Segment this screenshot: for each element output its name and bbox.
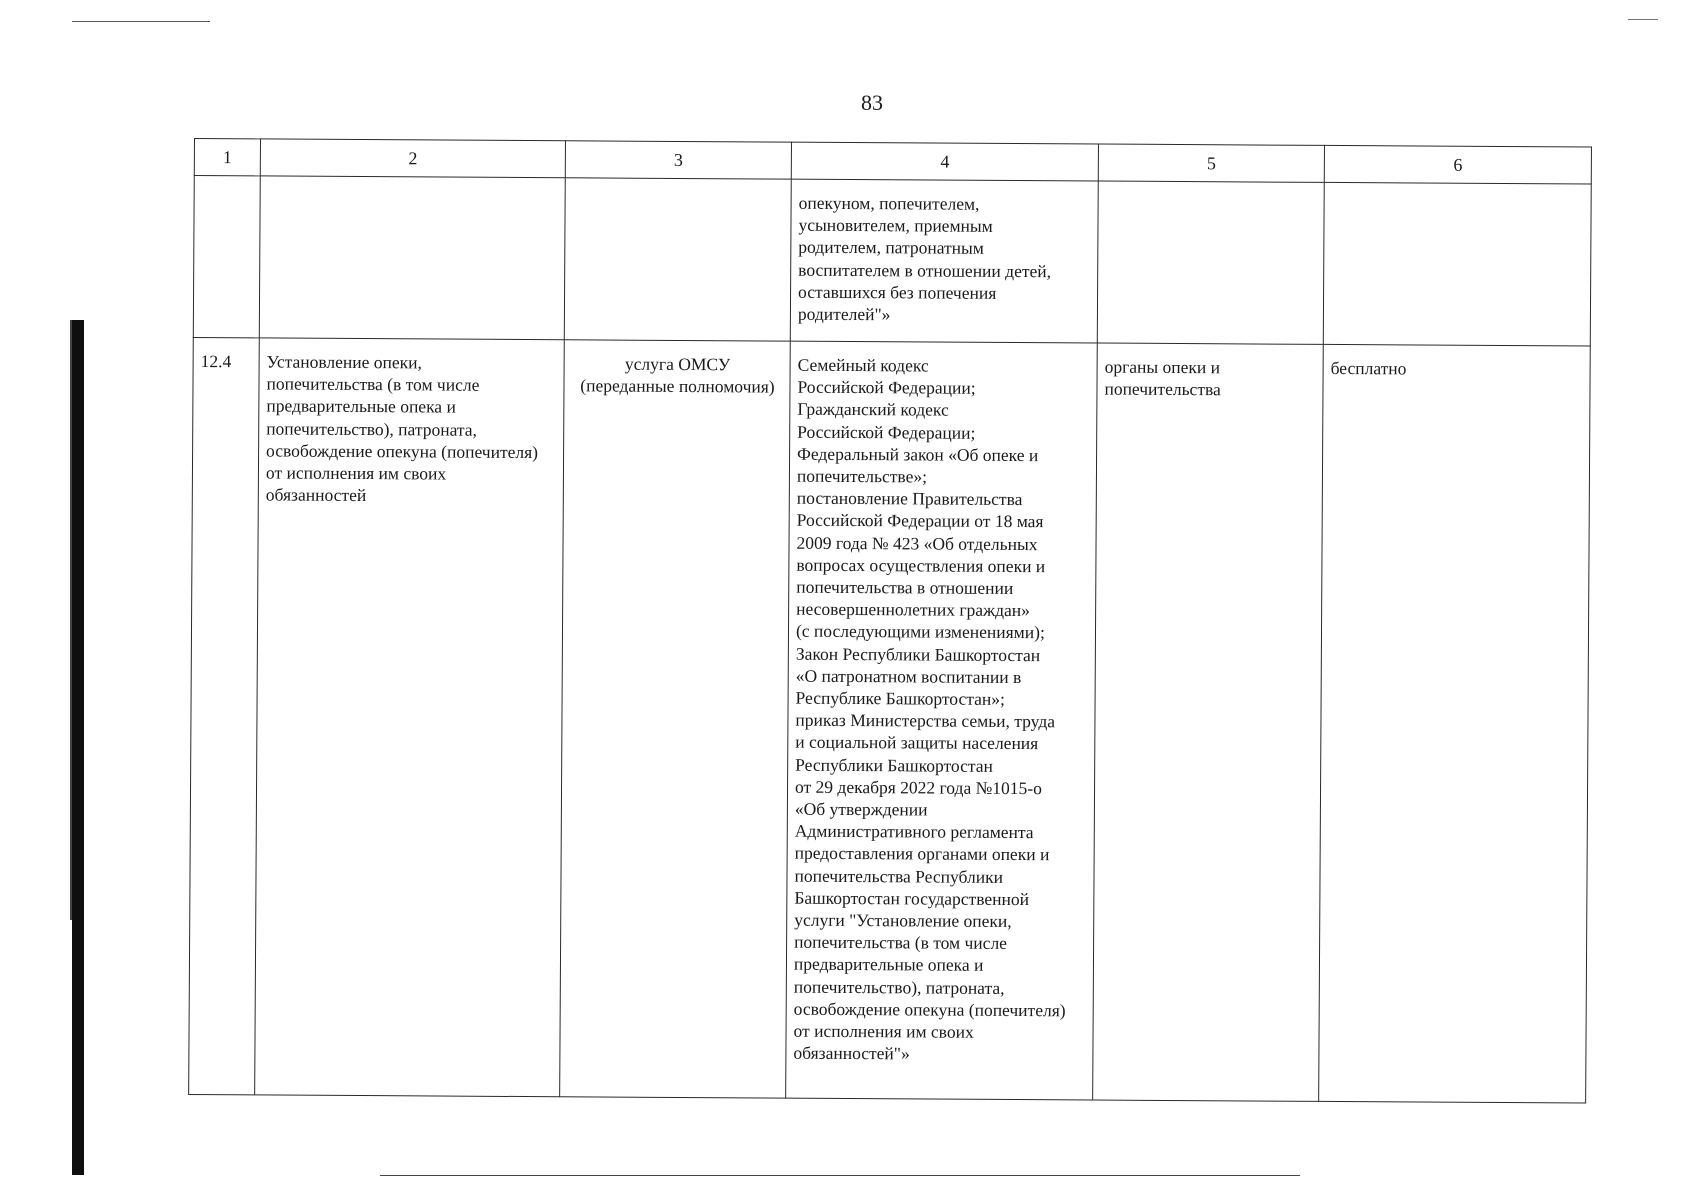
- page-number: 83: [861, 90, 883, 115]
- column-header-1: 1: [194, 139, 260, 176]
- column-header-2: 2: [260, 139, 565, 178]
- scan-artifact-top-left: [72, 21, 210, 22]
- scan-artifact-top-right: [1628, 19, 1658, 20]
- cell-service-name: [259, 176, 565, 340]
- table-row-continuation: [193, 176, 1591, 347]
- services-table: [188, 138, 1592, 1104]
- cell-service-type: [564, 178, 791, 341]
- cell-number: 12.4: [189, 337, 260, 1094]
- cell-service-type: услуга ОМСУ (переданные полномочия): [560, 340, 791, 1098]
- column-header-6: 6: [1324, 145, 1591, 184]
- cell-legal-basis: Семейный кодекс Российской Федерации; Гражданский кодекс Российской Федерации; Федеральный закон «Об опеке и попечительстве»; постановление Правительства Российской Федерации от 18 мая 2009 года № 423 «Об отдельных вопросах осуществления опеки и попечительства в отношении несовершеннолетних граждан» (с последующими изменениями); Закон Республики Башкортостан «О патронатном воспитании в Республике Башкортостан»; приказ Министерства семьи, труда и социальной защиты населения Республики Башкортостан от 29 декабря 2022 года №1015-о «Об утверждении Административного регламента предоставления органами опеки и попечительства Республики Башкортостан государственной услуги "Установление опеки, попечительства (в том числе предварительные опека и попечительство), патроната, освобождение опекуна (попечителя) от исполнения им своих обязанностей"»: [786, 341, 1098, 1100]
- scan-binding-edge: [72, 320, 84, 1175]
- cell-service-name: Установление опеки, попечительства (в том числе предварительные опека и попечительство), патроната, освобождение опекуна (попечителя) от исполнения им своих обязанностей: [255, 338, 565, 1097]
- cell-provider: органы опеки и попечительства: [1093, 343, 1324, 1101]
- cell-fee: [1323, 182, 1591, 346]
- column-header-3: 3: [565, 141, 791, 179]
- column-header-4: 4: [791, 142, 1098, 181]
- scan-artifact-bottom: [380, 1175, 1300, 1176]
- cell-number: [193, 176, 260, 338]
- column-header-5: 5: [1098, 144, 1324, 182]
- cell-legal-basis: опекуном, попечителем, усыновителем, приемным родителем, патронатным воспитателем в отношении детей, оставшихся без попечения родителей"»: [790, 179, 1098, 343]
- cell-provider: [1097, 181, 1324, 344]
- table-row-12-4: [189, 337, 1591, 1103]
- cell-fee: бесплатно: [1319, 344, 1591, 1103]
